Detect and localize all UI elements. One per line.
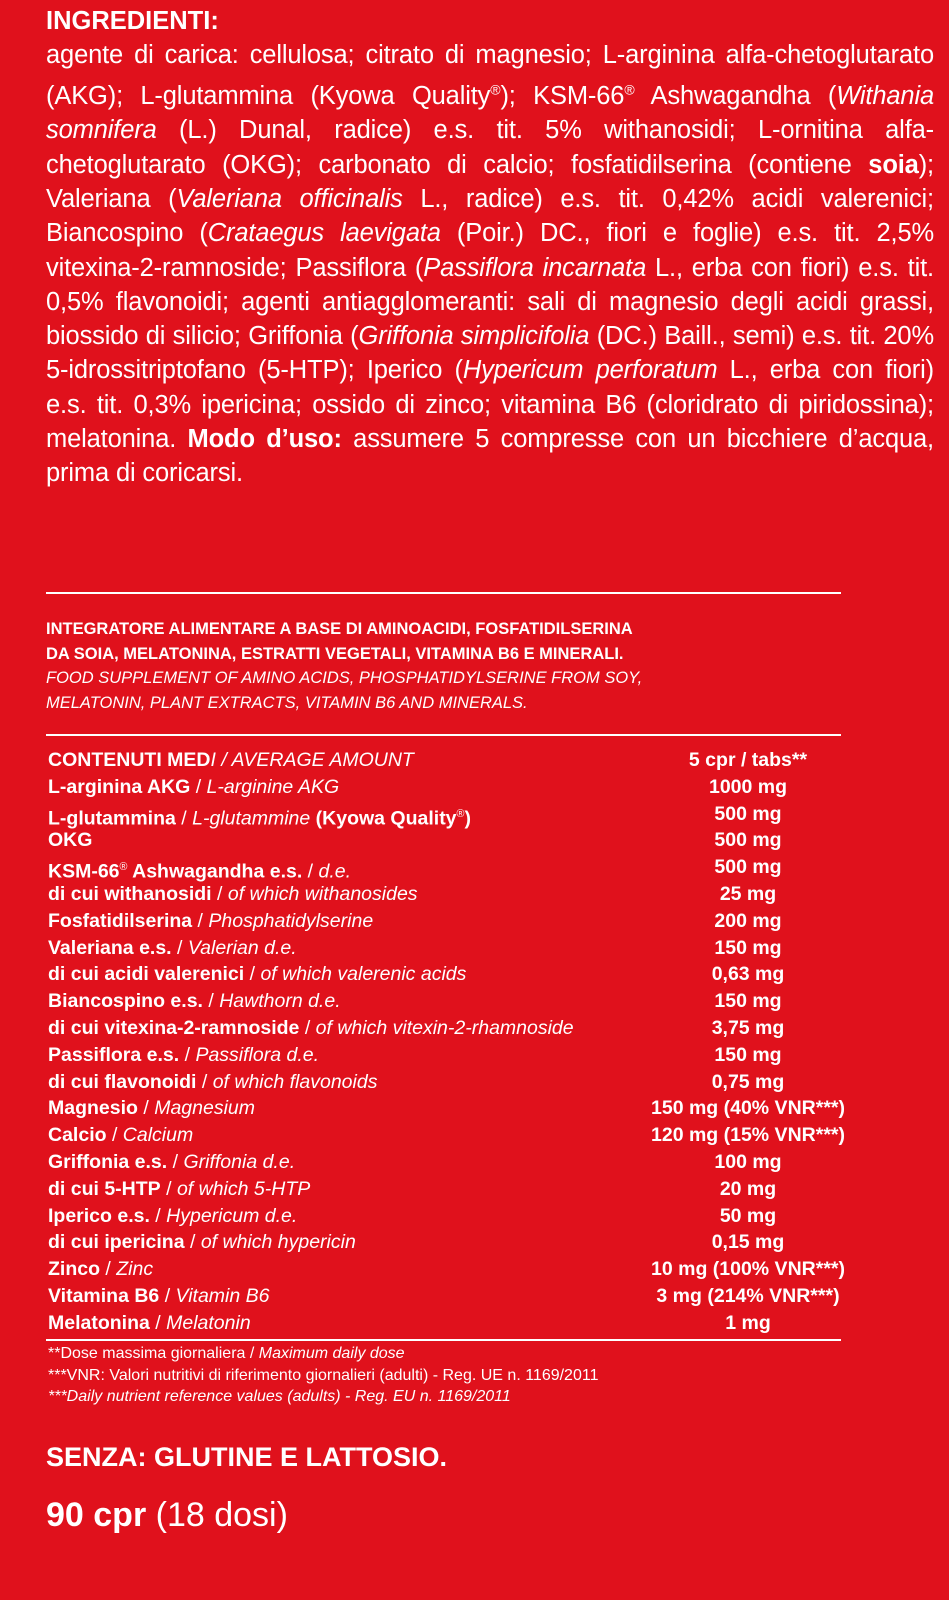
- nutrient-amount: 120 mg (15% VNR***): [651, 1124, 845, 1147]
- nutrient-name: L-arginina AKG / L-arginine AKG: [48, 775, 340, 798]
- nutrition-row: [48, 935, 848, 962]
- nutrient-amount: 5 cpr / tabs**: [688, 749, 808, 771]
- nutrient-amount: 3,75 mg: [711, 1016, 785, 1039]
- nutrient-amount: 150 mg: [714, 936, 782, 959]
- nutrient-name: Melatonina / Melatonin: [48, 1311, 251, 1334]
- nutrition-row: [48, 1310, 848, 1337]
- nutrient-amount: 500 mg: [714, 829, 782, 852]
- nutrition-row: [48, 881, 848, 908]
- ingredients-text: agente di carica: cellulosa; citrato di magnesio; L-arginina alfa-chetoglutarato (AKG); L-glutammina (Kyowa Quality®); KSM-66® Ashwagandha (Withania somnifera (L.) Dunal, radice) e.s. tit. 5% withanosidi; L-ornitina alfa-chetoglutarato (OKG); carbonato di calcio; fosfatidilserina (contiene soia); Valeriana (Valeriana officinalis L., radice) e.s. tit. 0,42% acidi valerenici; Biancospino (Crataegus laevigata (Poir.) DC., fiori e foglie) e.s. tit. 2,5% vitexina-2-ramnoside; Passiflora (Passiflora incarnata L., erba con fiori) e.s. tit. 0,5% flavonoidi; agenti antiagglomeranti: sali di magnesio degli acidi grassi, biossido di silicio; Griffonia (Griffonia simplicifolia (DC.) Baill., semi) e.s. tit. 20% 5-idrossitriptofano (5-HTP); Iperico (Hypericum perforatum L., erba con fiori) e.s. tit. 0,3% ipericina; ossido di zinco; vitamina B6 (cloridrato di piridossina); melatonina. Modo d’uso: assumere 5 compresse con un bicchiere d’acqua, prima di coricarsi.: [46, 41, 935, 488]
- nutrient-amount: 25 mg: [719, 882, 777, 905]
- nutrient-amount: 20 mg: [719, 1177, 777, 1200]
- ingredients-block: [46, 4, 934, 491]
- nutrition-row: [48, 1203, 848, 1230]
- nutrition-row: [48, 1149, 848, 1176]
- nutrient-name: di cui flavonoidi / of which flavonoids: [48, 1070, 378, 1093]
- nutrient-amount: 100 mg: [714, 1150, 782, 1173]
- nutrition-row: [48, 908, 848, 935]
- nutrition-row: [48, 774, 848, 801]
- nutrition-table: [48, 747, 848, 1337]
- supplement-en-line-1: FOOD SUPPLEMENT OF AMINO ACIDS, PHOSPHATIDYLSERINE FROM SOY,: [46, 669, 643, 687]
- nutrient-name: Vitamina B6 / Vitamin B6: [48, 1284, 270, 1307]
- divider: [46, 1339, 841, 1341]
- nutrient-amount: 150 mg: [714, 1043, 782, 1066]
- nutrient-name: KSM-66® Ashwagandha e.s. / d.e.: [48, 860, 352, 883]
- nutrient-name: Griffonia e.s. / Griffonia d.e.: [48, 1150, 296, 1173]
- nutrient-amount: 10 mg (100% VNR***): [651, 1258, 845, 1281]
- nutrient-name: CONTENUTI MEDI / AVERAGE AMOUNT: [48, 749, 414, 771]
- divider: [46, 592, 841, 594]
- nutrient-name: L-glutammina / L-glutammine (Kyowa Quality®): [48, 807, 471, 830]
- supplement-it-line-1: INTEGRATORE ALIMENTARE A BASE DI AMINOACIDI, FOSFATIDILSERINA: [46, 620, 633, 638]
- nutrient-name: di cui 5-HTP / of which 5-HTP: [48, 1177, 311, 1200]
- nutrient-amount: 0,63 mg: [711, 963, 785, 986]
- nutrient-amount: 3 mg (214% VNR***): [656, 1284, 840, 1307]
- supplement-en-line-2: MELATONIN, PLANT EXTRACTS, VITAMIN B6 AND MINERALS.: [46, 693, 528, 712]
- nutrient-amount: 500 mg: [714, 802, 782, 825]
- footnote-vnr-it: ***VNR: Valori nutritivi di riferimento giornalieri (adulti) - Reg. UE n. 1169/2011: [48, 1366, 599, 1384]
- nutrient-amount: 50 mg: [719, 1204, 777, 1227]
- nutrient-amount: 1 mg: [725, 1311, 771, 1334]
- ingredients-label: INGREDIENTI:: [46, 7, 219, 35]
- free-from-claim: SENZA: GLUTINE E LATTOSIO.: [46, 1442, 448, 1472]
- nutrient-name: Calcio / Calcium: [48, 1124, 194, 1147]
- tablet-count: 90 cpr: [46, 1496, 147, 1534]
- supplement-it-line-2: DA SOIA, MELATONINA, ESTRATTI VEGETALI, VITAMINA B6 E MINERALI.: [46, 644, 624, 663]
- dose-count: (18 dosi): [155, 1496, 288, 1534]
- nutrition-row: [48, 827, 848, 854]
- supplement-description: [46, 617, 846, 715]
- nutrition-row: [48, 1283, 848, 1310]
- nutrient-name: di cui vitexina-2-ramnoside / of which vitexin-2-rhamnoside: [48, 1016, 574, 1039]
- nutrition-row: [48, 801, 848, 828]
- nutrient-amount: 1000 mg: [708, 775, 788, 798]
- nutrition-row: [48, 854, 848, 881]
- nutrient-name: OKG: [48, 829, 93, 852]
- nutrient-name: Iperico e.s. / Hypericum d.e.: [48, 1204, 298, 1227]
- nutrient-name: Zinco / Zinc: [48, 1258, 154, 1281]
- nutrition-row: [48, 747, 848, 774]
- nutrient-amount: 200 mg: [714, 909, 782, 932]
- nutrient-amount: 500 mg: [714, 856, 782, 879]
- nutrient-name: di cui acidi valerenici / of which valerenic acids: [48, 963, 467, 986]
- nutrient-name: Biancospino e.s. / Hawthorn d.e.: [48, 990, 341, 1013]
- nutrition-row: [48, 1042, 848, 1069]
- nutrition-row: [48, 1176, 848, 1203]
- nutrient-amount: 0,15 mg: [711, 1231, 785, 1254]
- footnote-dose: **Dose massima giornaliera / Maximum daily dose: [48, 1345, 405, 1362]
- nutrition-row: [48, 1015, 848, 1042]
- nutrient-name: Fosfatidilserina / Phosphatidylserine: [48, 909, 374, 932]
- nutrition-row: [48, 1122, 848, 1149]
- divider: [46, 734, 841, 736]
- nutrient-name: Magnesio / Magnesium: [48, 1097, 255, 1120]
- nutrient-amount: 150 mg (40% VNR***): [651, 1097, 845, 1120]
- nutrient-amount: 150 mg: [714, 990, 782, 1013]
- nutrition-row: [48, 1256, 848, 1283]
- footnote-vnr-en: ***Daily nutrient reference values (adults) - Reg. EU n. 1169/2011: [48, 1388, 511, 1405]
- nutrient-amount: 0,75 mg: [711, 1070, 785, 1093]
- nutrition-row: [48, 1229, 848, 1256]
- footnotes: [48, 1343, 598, 1408]
- package-count: [46, 1496, 288, 1535]
- nutrient-name: di cui ipericina / of which hypericin: [48, 1231, 356, 1254]
- nutrient-name: Valeriana e.s. / Valerian d.e.: [48, 936, 297, 959]
- nutrition-row: [48, 961, 848, 988]
- nutrient-name: Passiflora e.s. / Passiflora d.e.: [48, 1043, 319, 1066]
- nutrition-row: [48, 1095, 848, 1122]
- nutrition-row: [48, 1069, 848, 1096]
- nutrient-name: di cui withanosidi / of which withanosides: [48, 882, 418, 905]
- nutrition-row: [48, 988, 848, 1015]
